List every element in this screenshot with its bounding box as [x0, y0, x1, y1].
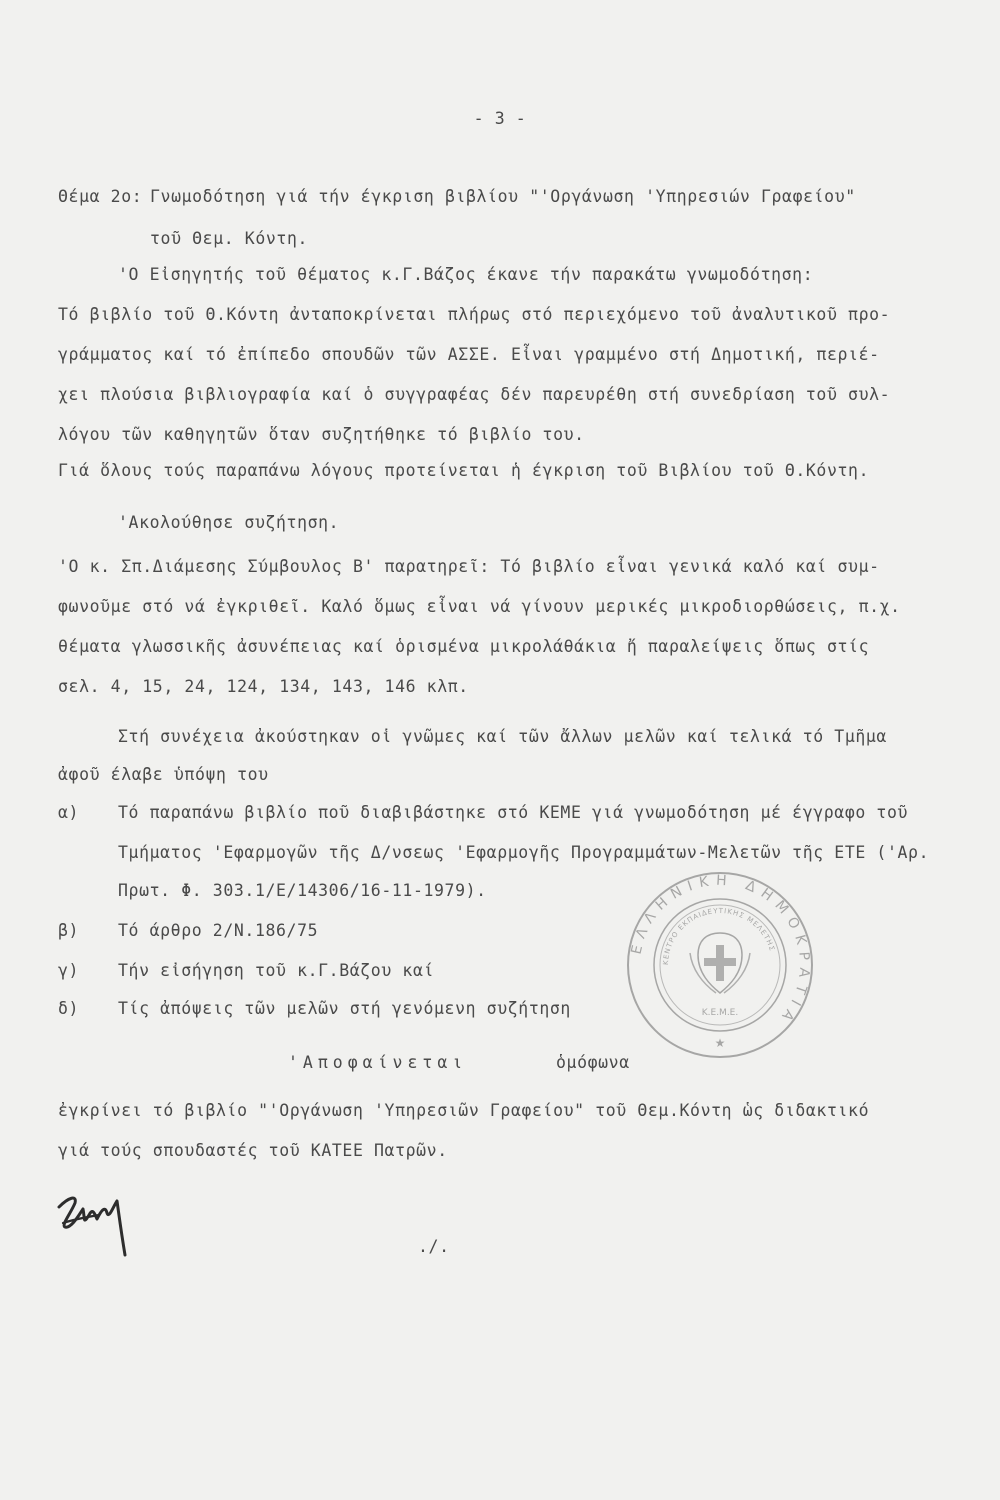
item-line: Τό άρθρο 2/Ν.186/75	[118, 921, 319, 940]
opinion-line: Τό βιβλίο τοῦ Θ.Κόντη ἀνταποκρίνεται πλήρως στό περιεχόμενο τοῦ ἀναλυτικοῦ προ-	[58, 305, 891, 324]
item-marker: α)	[58, 803, 80, 822]
resolution-line: ἐγκρίνει τό βιβλίο "'Οργάνωση 'Υπηρεσιῶν Γραφείου" τοῦ Θεμ.Κόντη ὡς διδακτικό	[58, 1101, 870, 1120]
rapporteur-intro: 'Ο Εἰσηγητής τοῦ θέματος κ.Γ.Βάζος έκανε τήν παρακάτω γνωμοδότηση:	[118, 265, 814, 284]
remark-line: 'Ο κ. Σπ.Διάμεσης Σύμβουλος Β' παρατηρεῖ: Τό βιβλίο εἶναι γενικά καλό καί συμ-	[58, 557, 880, 576]
continuation-line: Στή συνέχεια ἀκούστηκαν οἱ γνῶμες καί τῶν ἄλλων μελῶν καί τελικά τό Τμῆμα	[118, 727, 887, 746]
remark-line: σελ. 4, 15, 24, 124, 134, 143, 146 κλπ.	[58, 677, 469, 696]
item-marker: β)	[58, 921, 80, 940]
item-line: Τήν εἰσήγηση τοῦ κ.Γ.Βάζου καί	[118, 961, 435, 980]
topic-line-2: τοῦ Θεμ. Κόντη.	[150, 229, 309, 248]
continuation-line: ἀφοῦ έλαβε ὑπόψη του	[58, 765, 269, 784]
page-number: - 3 -	[473, 109, 527, 128]
signature	[55, 1185, 145, 1260]
opinion-line: λόγου τῶν καθηγητῶν ὅταν συζητήθηκε τό βιβλίο του.	[58, 425, 585, 444]
item-line: Πρωτ. Φ. 303.1/Ε/14306/16-11-1979).	[118, 881, 487, 900]
seal-star-icon: ★	[714, 1036, 726, 1050]
item-line: Τμήματος 'Εφαρμογῶν τῆς Δ/νσεως 'Εφαρμογῆς Προγραμμάτων-Μελετῶν τῆς ΕΤΕ ('Αρ.	[118, 843, 930, 862]
remark-line: θέματα γλωσσικῆς ἀσυνέπειας καί ὁρισμένα μικρολάθάκια ἤ παραλείψεις ὅπως στίς	[58, 637, 870, 656]
seal-inner-text: ΚΕΝΤΡΟ ΕΚΠΑΙΔΕΥΤΙΚΗΣ ΜΕΛΕΤΗΣ	[661, 906, 777, 966]
topic-label: Θέμα 2ο:	[58, 187, 143, 206]
item-marker: γ)	[58, 961, 80, 980]
opinion-line: Γιά ὅλους τούς παραπάνω λόγους προτείνεται ἡ έγκριση τοῦ Βιβλίου τοῦ Θ.Κόντη.	[58, 461, 870, 480]
item-marker: δ)	[58, 999, 80, 1018]
decision-mode: ὁμόφωνα	[556, 1053, 630, 1072]
discussion-note: 'Ακολούθησε συζήτηση.	[118, 513, 340, 532]
opinion-line: χει πλούσια βιβλιογραφία καί ὁ συγγραφέας δέν παρευρέθη στή συνεδρίαση τοῦ συλ-	[58, 385, 891, 404]
remark-line: φωνοῦμε στό νά ἐγκριθεῖ. Καλό ὅμως εἶναι νά γίνουν μερικές μικροδιορθώσεις, π.χ.	[58, 597, 901, 616]
seal-abbr: Κ.Ε.Μ.Ε.	[701, 1008, 739, 1018]
resolution-line: γιά τούς σπουδαστές τοῦ ΚΑΤΕΕ Πατρῶν.	[58, 1141, 448, 1160]
continuation-mark: ./.	[418, 1237, 450, 1256]
seal-outer-text: ΕΛΛΗΝΙΚΗ ΔΗΜΟΚΡΑΤΙΑ	[628, 872, 813, 1029]
topic-line-1: Γνωμοδότηση γιά τήν έγκριση βιβλίου "'Οργάνωση 'Υπηρεσιών Γραφείου"	[150, 187, 856, 206]
official-seal	[620, 865, 820, 1065]
decision-verb: 'Αποφαίνεται	[288, 1053, 468, 1072]
opinion-line: γράμματος καί τό ἐπίπεδο σπουδῶν τῶν ΑΣΣΕ. Εἶναι γραμμένο στή Δημοτική, περιέ-	[58, 345, 880, 364]
item-line: Τό παραπάνω βιβλίο ποῦ διαβιβάστηκε στό ΚΕΜΕ γιά γνωμοδότηση μέ έγγραφο τοῦ	[118, 803, 909, 822]
item-line: Τίς ἀπόψεις τῶν μελῶν στή γενόμενη συζήτηση	[118, 999, 571, 1018]
